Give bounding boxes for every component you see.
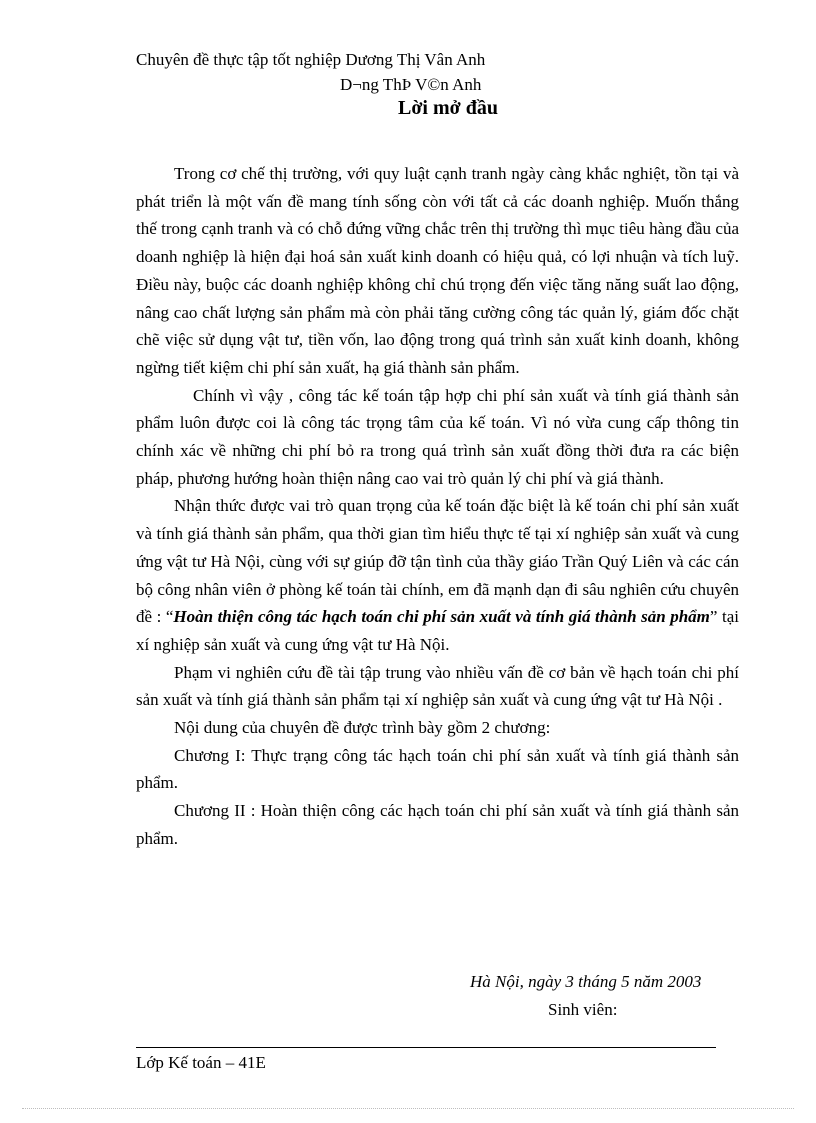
paragraph-3-intro: Nhận thức được vai trò quan trọng của kế toán đặc biệt là kế toán chi phí sản xuất và tính giá thành sản phẩm, qua thời gian tìm hiểu thực tế tại xí nghiệp sản xuất và cung ứng vật tư Hà Nội, cùng với sự giúp đỡ tận tình của thầy giáo Trần Quý Liên và các cán bộ công nhân viên ở phòng kế toán tài chính, em đã mạnh dạn đi sâu nghiên cứu chuyên đề : “ — [136, 496, 739, 627]
paragraph-4: Phạm vi nghiên cứu đề tài tập trung vào nhiều vấn đề cơ bản về hạch toán chi phí sản xuất và tính giá thành sản phẩm tại xí nghiệp sản xuất và cung ứng vật tư Hà Nội . — [136, 662, 739, 710]
page-title: Lời mở đầu — [398, 97, 498, 119]
paragraph-chapter-1: Chương I: Thực trạng công tác hạch toán chi phí sản xuất và tính giá thành sản phẩm. — [136, 745, 739, 793]
paragraph-3 — [136, 492, 739, 658]
footer-rule — [136, 1047, 716, 1048]
paragraph-5: Nội dung của chuyên đề được trình bày gồm 2 chương: — [174, 718, 551, 738]
document-body — [136, 160, 739, 853]
signature-date: Hà Nội, ngày 3 tháng 5 năm 2003 — [470, 972, 702, 991]
paragraph-2: Chính vì vậy , công tác kế toán tập hợp chi phí sản xuất và tính giá thành sản phẩm luôn được coi là công tác trọng tâm của kế toán. Vì nó vừa cung cấp thông tin chính xác về những chi phí bỏ ra trong quá trình sản xuất đồng thời đưa ra các biện pháp, phương hướng hoàn thiện nâng cao vai trò quản lý chi phí và giá thành. — [136, 385, 739, 488]
thesis-topic: Hoàn thiện công tác hạch toán chi phí sản xuất và tính giá thành sản phẩm — [173, 607, 710, 627]
running-header: Chuyên đề thực tập tốt nghiệp Dương Thị Vân Anh — [136, 50, 486, 69]
page-footer: Lớp Kế toán – 41E — [136, 1053, 266, 1072]
paragraph-chapter-2: Chương II : Hoàn thiện công các hạch toán chi phí sản xuất và tính giá thành sản phẩm. — [136, 801, 739, 848]
paragraph-1: Trong cơ chế thị trường, với quy luật cạnh tranh ngày càng khắc nghiệt, tồn tại và phát triển là một vấn đề mang tính sống còn với tất cả các doanh nghiệp. Muốn thắng thế trong cạnh tranh và có chỗ đứng vững chắc trên thị trường thì mục tiêu hàng đầu của doanh nghiệp là hiện đại hoá sản xuất kinh doanh có hiệu quả, có lợi nhuận và tích luỹ. Điều này, buộc các doanh nghiệp không chỉ chú trọng đến việc tăng năng suất lao động, nâng cao chất lượng sản phẩm mà còn phải tăng cường công tác quản lý, giám đốc chặt chẽ việc sử dụng vật tư, tiền vốn, lao động trong quá trình sản xuất kinh doanh, không ngừng tiết kiệm chi phí sản xuất, hạ giá thành sản phẩm. — [136, 164, 739, 377]
paragraph-3-outro: ” tại xí nghiệp sản xuất và cung ứng vật tư Hà Nội. — [136, 607, 739, 654]
page-bottom-border — [22, 1108, 794, 1109]
signature-label: Sinh viên: — [548, 1000, 618, 1019]
running-header-garbled: D¬ng ThÞ V©n Anh — [340, 75, 482, 94]
